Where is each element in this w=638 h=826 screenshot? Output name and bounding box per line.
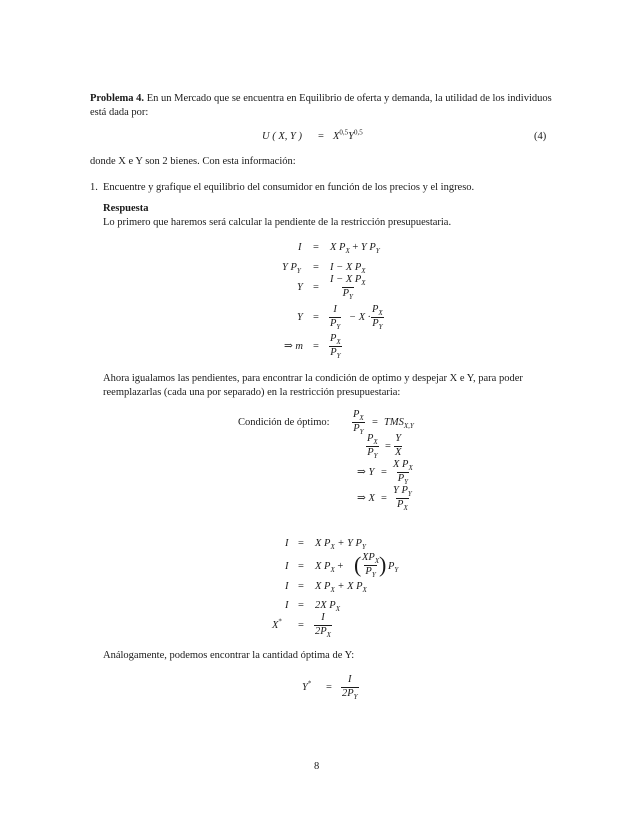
- problem-text-line2: está dada por:: [90, 107, 149, 118]
- para2-line2: reemplazarlas (cada una por separado) en la restricción presupuestaria:: [103, 387, 401, 398]
- utility-rhs: $X^{0,5}Y^{0,5}$: [333, 128, 363, 142]
- utility-lhs: U ( X, Y ): [262, 131, 302, 142]
- opt3-lhs: ⇒ Y: [357, 467, 375, 478]
- eq3-fraction: $\frac{I - X P_X}{P_Y}$: [330, 274, 366, 301]
- problem-intro: [90, 94, 552, 105]
- opt3-fraction: $\frac{X P_X}{P_Y}$: [393, 459, 413, 486]
- eq10-eq: =: [298, 620, 304, 631]
- problem-title: Problema 4.: [90, 93, 145, 104]
- yopt-lhs: Y*: [302, 679, 312, 693]
- para3: Análogamente, podemos encontrar la cantidad óptima de Y:: [103, 650, 355, 661]
- eq7-eq: =: [298, 561, 304, 572]
- eq9-eq: =: [298, 600, 304, 611]
- eq2-lhs: Y $P_Y$: [282, 262, 301, 276]
- eq6-rhs: X $P_X + Y$ $P_Y$: [315, 538, 366, 552]
- para2-line1: Ahora igualamos las pendientes, para encontrar la condición de optimo y despejar X e Y, para poder: [103, 373, 523, 384]
- eq7-lhs: I: [285, 561, 289, 572]
- eq8-eq: =: [298, 581, 304, 592]
- opt2-eq: =: [385, 441, 391, 452]
- item1-text: Encuentre y grafique el equilibrio del consumidor en función de los precios y el ingreso.: [103, 182, 475, 193]
- page-number: 8: [314, 761, 320, 772]
- eq4-fraction-2: $\frac{P_X}{P_Y}$: [372, 304, 383, 331]
- opt4-eq: =: [381, 493, 387, 504]
- eq2-rhs: I − X $P_X$: [330, 262, 366, 276]
- eq3-eq: =: [313, 282, 319, 293]
- eq4-lhs: Y: [297, 312, 303, 323]
- opt2-lhs-fraction: $\frac{P_X}{P_Y}$: [367, 433, 378, 460]
- eq5-fraction: $\frac{P_X}{P_Y}$: [330, 333, 341, 360]
- eq1-eq: =: [313, 242, 319, 253]
- opt4-lhs: ⇒ X: [357, 493, 375, 504]
- yopt-fraction: $\frac{I}{2P_Y}$: [342, 674, 358, 701]
- eq6-lhs: I: [285, 538, 289, 549]
- opt2-rhs-fraction: $\frac{Y}{X}$: [395, 433, 402, 458]
- yopt-eq: =: [326, 682, 332, 693]
- eq1-rhs: X $P_X + Y$ $P_Y$: [330, 242, 380, 256]
- eq8-lhs: I: [285, 581, 289, 592]
- opt3-eq: =: [381, 467, 387, 478]
- eq4-eq: =: [313, 312, 319, 323]
- eq3-lhs: Y: [297, 282, 303, 293]
- equation-number: (4): [534, 131, 547, 142]
- eq9-rhs: 2X $P_X$: [315, 600, 340, 614]
- eq7-rhs-end: $P_Y$: [388, 561, 399, 575]
- eq8-rhs: X $P_X + X$ $P_X$: [315, 581, 367, 595]
- eq4-mid: − X ·: [349, 312, 371, 323]
- eq5-lhs: ⇒ m: [284, 341, 304, 352]
- problem-text-line1: En un Mercado que se encuentra en Equilibrio de oferta y demanda, la utilidad de los individuos: [146, 93, 552, 104]
- left-paren: (: [354, 552, 362, 577]
- eq4-fraction-1: $\frac{I}{P_Y}$: [330, 304, 341, 331]
- eq1-lhs: I: [298, 242, 302, 253]
- eq10-lhs: X*: [272, 617, 282, 631]
- optimal-label: Condición de óptimo:: [238, 417, 330, 428]
- utility-eq: =: [318, 131, 324, 142]
- right-paren: ): [379, 552, 387, 577]
- opt4-fraction: $\frac{Y P_Y}{P_X}$: [393, 485, 412, 512]
- eq9-lhs: I: [285, 600, 289, 611]
- eq7-rhs-start: X $P_X$ +: [315, 561, 344, 575]
- eq2-eq: =: [313, 262, 319, 273]
- given-text: donde X e Y son 2 bienes. Con esta información:: [90, 156, 296, 167]
- eq7-fraction: $XP_X$ $P_Y$: [362, 552, 380, 579]
- eq10-fraction: $\frac{I}{2P_X}$: [315, 612, 331, 639]
- list-marker: 1.: [90, 182, 98, 193]
- opt1-tms: $TMS_{X,Y}$: [384, 417, 414, 431]
- eq6-eq: =: [298, 538, 304, 549]
- answer-heading: Respuesta: [103, 203, 149, 214]
- answer-line1: Lo primero que haremos será calcular la pendiente de la restricción presupuestaria.: [103, 217, 452, 228]
- opt1-eq: =: [372, 417, 378, 428]
- opt1-lhs-fraction: $\frac{P_X}{P_Y}$: [353, 409, 364, 436]
- eq5-eq: =: [313, 341, 319, 352]
